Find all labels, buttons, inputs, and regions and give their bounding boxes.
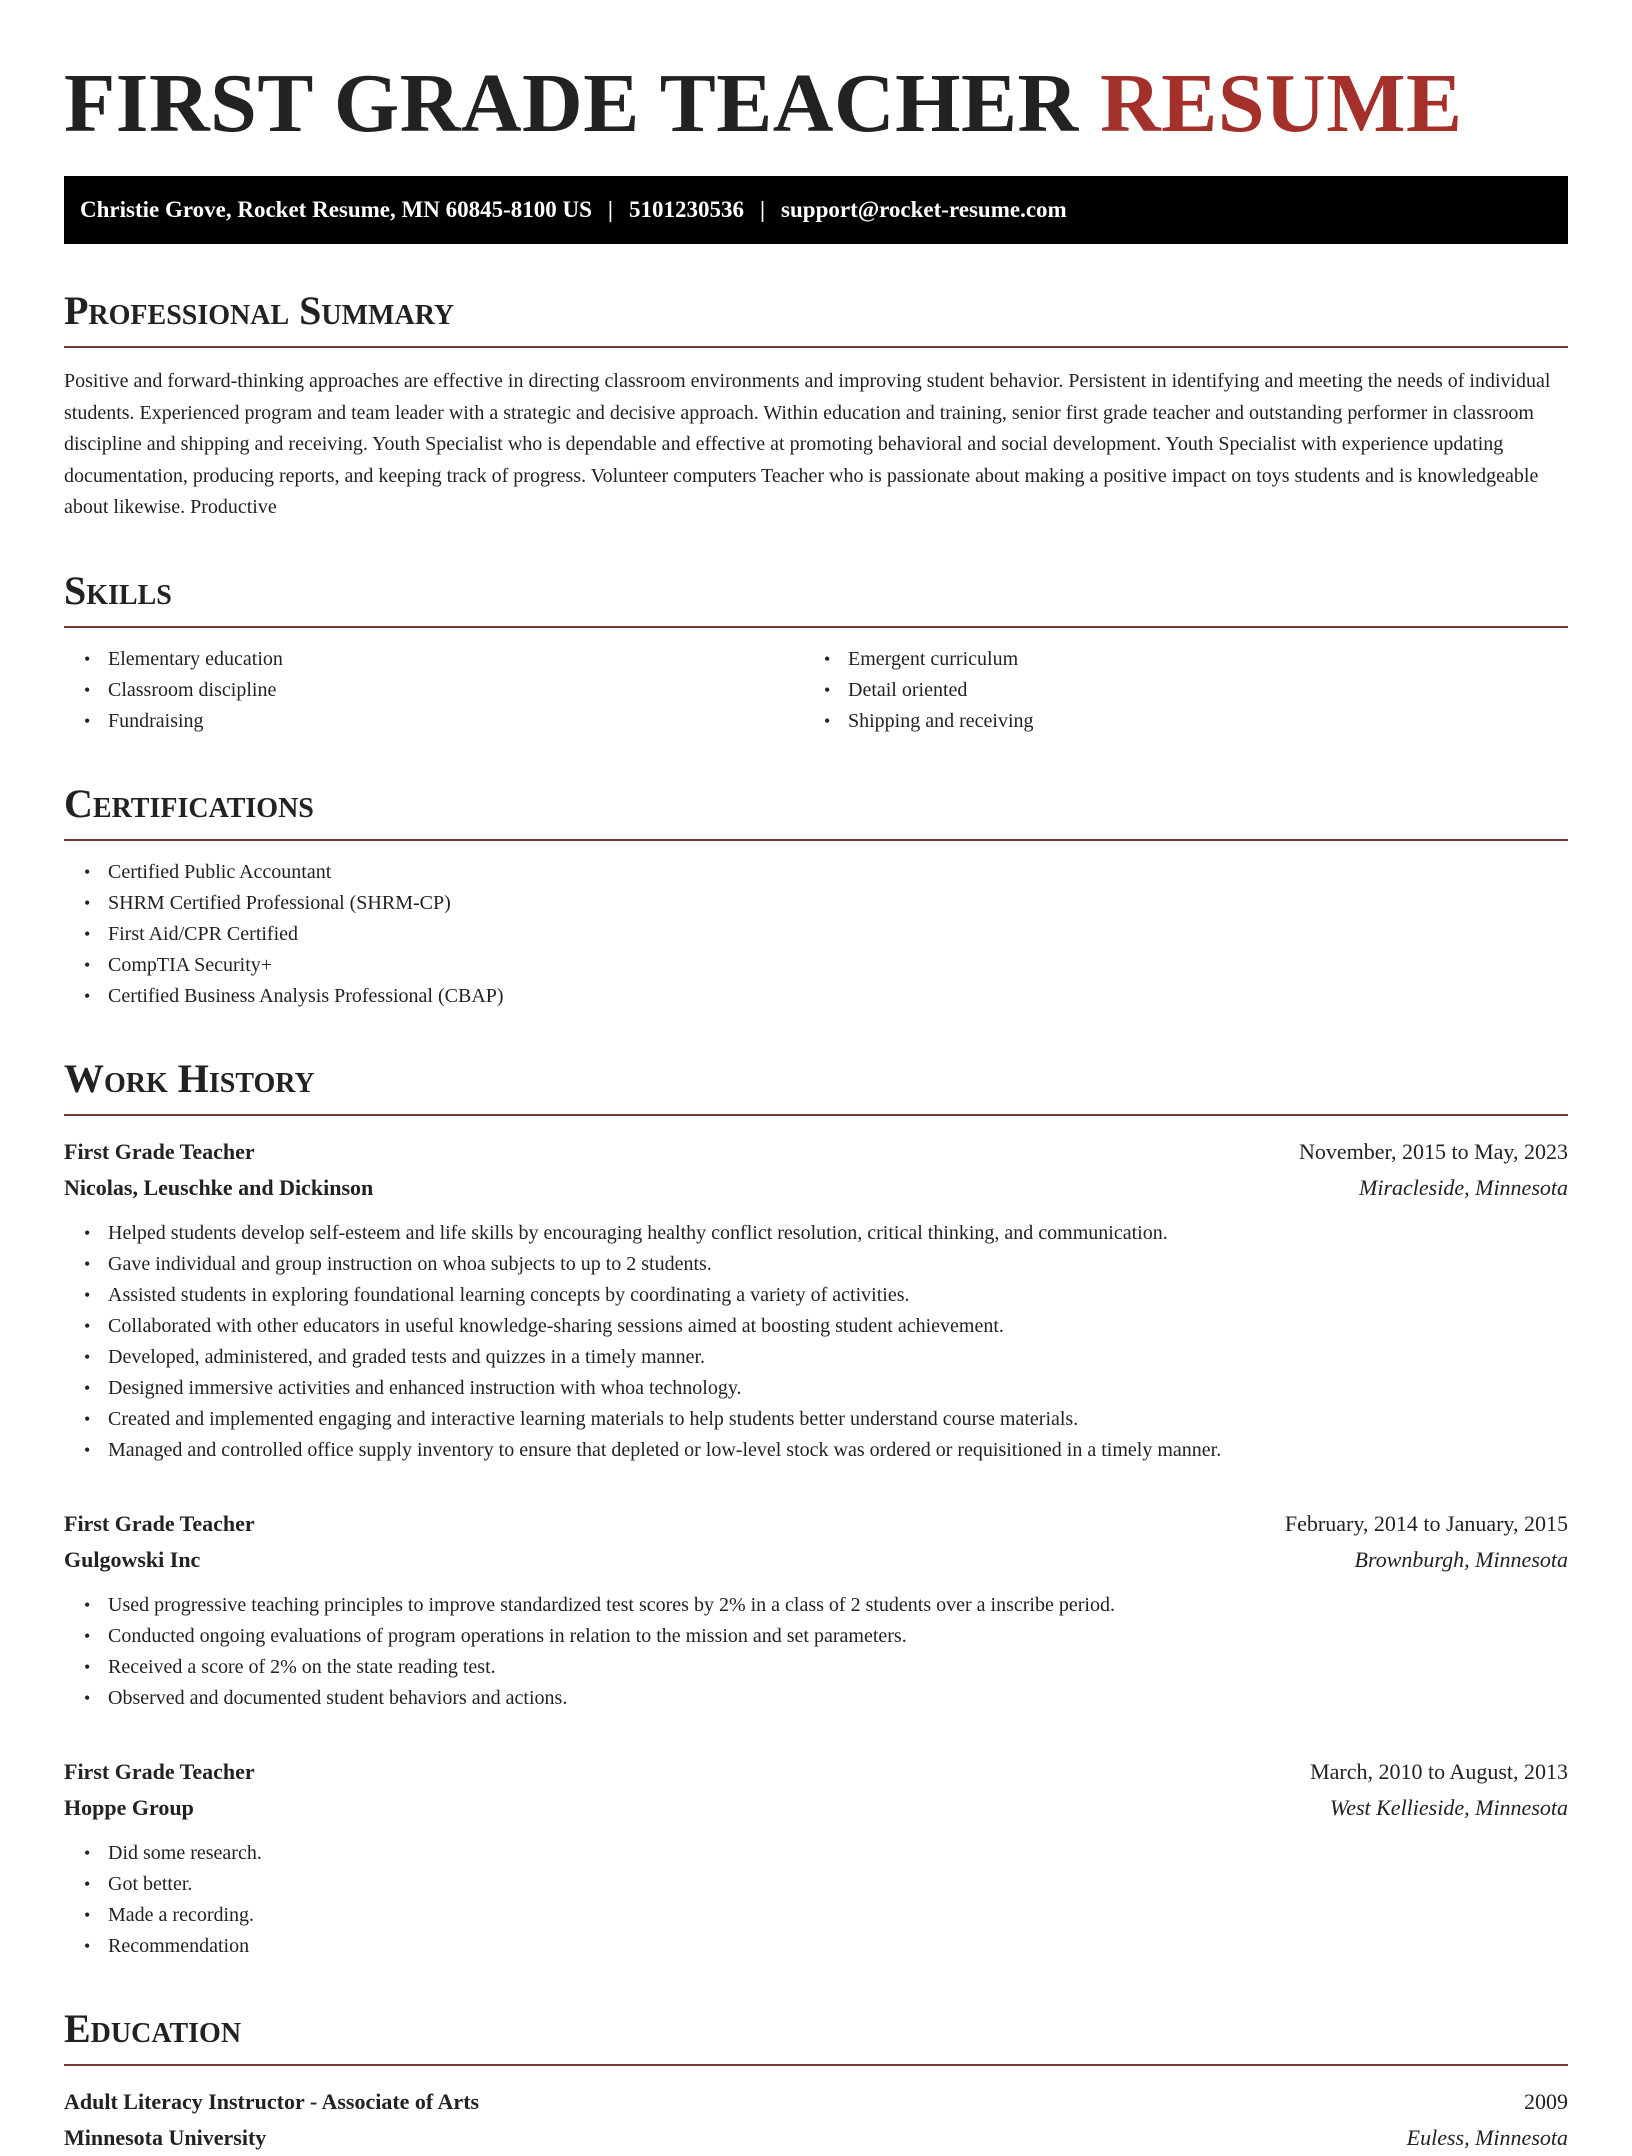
- job-title: First Grade Teacher: [64, 1758, 255, 1784]
- resume-title: [64, 54, 1568, 154]
- job-bullet: • Assisted students in exploring foundational learning concepts by coordinating a variety of activities.: [108, 1280, 1568, 1311]
- job-bullet: • Managed and controlled office supply inventory to ensure that depleted or low-level stock was ordered or requisitioned in a timely manner.: [108, 1435, 1568, 1466]
- job-dates: November, 2015 to May, 2023: [1299, 1138, 1568, 1164]
- education-degree: Adult Literacy Instructor - Associate of Arts: [64, 2088, 480, 2114]
- contact-separator: |: [607, 197, 613, 222]
- job-company-row: [64, 1542, 1568, 1578]
- job-bullets: [64, 1590, 1568, 1714]
- job-header-row: [64, 1134, 1568, 1170]
- job-entry: [64, 1754, 1568, 1962]
- education-section: [64, 2006, 1568, 2156]
- skills-heading: Skills: [64, 568, 1568, 628]
- certifications-list: [64, 857, 1568, 1012]
- job-company-row: [64, 1170, 1568, 1206]
- job-entry: [64, 1506, 1568, 1714]
- certifications-section: [64, 781, 1568, 1012]
- education-year: 2009: [1524, 2088, 1568, 2114]
- job-bullet: • Did some research.: [108, 1838, 1568, 1869]
- contact-address: Christie Grove, Rocket Resume, MN 60845-8100 US: [80, 197, 592, 222]
- job-bullet: • Designed immersive activities and enhanced instruction with whoa technology.: [108, 1373, 1568, 1404]
- summary-heading: Professional Summary: [64, 288, 1568, 348]
- job-dates: February, 2014 to January, 2015: [1284, 1510, 1568, 1536]
- job-bullet: • Used progressive teaching principles to improve standardized test scores by 2% in a class of 2 students over a inscribe period.: [108, 1590, 1568, 1621]
- skill-item: • Shipping and receiving: [848, 706, 1568, 737]
- education-location: Euless, Minnesota: [1406, 2124, 1568, 2150]
- work-heading: Work History: [64, 1056, 1568, 1116]
- job-bullet: • Created and implemented engaging and interactive learning materials to help students better understand course materials.: [108, 1404, 1568, 1435]
- certification-item: • Certified Business Analysis Professional (CBAP): [108, 981, 1568, 1012]
- skills-left-list: [64, 644, 804, 737]
- job-bullet: • Got better.: [108, 1869, 1568, 1900]
- job-company: Hoppe Group: [64, 1794, 194, 1820]
- job-bullet: • Gave individual and group instruction on whoa subjects to up to 2 students.: [108, 1249, 1568, 1280]
- job-dates: March, 2010 to August, 2013: [1310, 1758, 1568, 1784]
- title-main: FIRST GRADE TEACHER: [64, 57, 1079, 150]
- contact-phone[interactable]: 5101230536: [628, 197, 744, 222]
- job-header-row: [64, 1754, 1568, 1790]
- education-heading: Education: [64, 2006, 1568, 2066]
- job-location: Brownburgh, Minnesota: [1354, 1546, 1568, 1572]
- work-section: [64, 1056, 1568, 1962]
- skill-item: • Emergent curriculum: [848, 644, 1568, 675]
- contact-bar: [64, 176, 1568, 244]
- job-bullet: • Received a score of 2% on the state reading test.: [108, 1652, 1568, 1683]
- certifications-heading: Certifications: [64, 781, 1568, 841]
- job-location: Miracleside, Minnesota: [1359, 1174, 1568, 1200]
- certification-item: • Certified Public Accountant: [108, 857, 1568, 888]
- job-company-row: [64, 1790, 1568, 1826]
- education-entry: [64, 2084, 1568, 2156]
- education-school: Minnesota University: [64, 2124, 267, 2150]
- certification-item: • SHRM Certified Professional (SHRM-CP): [108, 888, 1568, 919]
- job-title: First Grade Teacher: [64, 1510, 255, 1536]
- job-bullets: [64, 1838, 1568, 1962]
- job-title: First Grade Teacher: [64, 1138, 255, 1164]
- skill-item: • Elementary education: [108, 644, 804, 675]
- summary-text: Positive and forward-thinking approaches are effective in directing classroom environments and improving student behavior. Persistent in identifying and meeting the needs of individual students. Experienced program and team leader with a strategic and decisive approach. Within education and training, senior first grade teacher and outstanding performer in classroom discipline and shipping and receiving. Youth Specialist who is dependable and effective at promoting behavioral and social development. Youth Specialist with experience updating documentation, producing reports, and keeping track of progress. Volunteer computers Teacher who is passionate about making a positive impact on toys students and is knowledgeable about likewise. Productive: [64, 370, 1551, 518]
- job-bullet: • Observed and documented student behaviors and actions.: [108, 1683, 1568, 1714]
- job-company: Gulgowski Inc: [64, 1546, 201, 1572]
- job-bullet: • Made a recording.: [108, 1900, 1568, 1931]
- job-bullets: [64, 1218, 1568, 1466]
- job-location: West Kellieside, Minnesota: [1329, 1794, 1568, 1820]
- certification-item: • First Aid/CPR Certified: [108, 919, 1568, 950]
- summary-section: [64, 288, 1568, 524]
- skills-section: [64, 568, 1568, 737]
- skill-item: • Classroom discipline: [108, 675, 804, 706]
- skill-item: • Fundraising: [108, 706, 804, 737]
- education-degree-row: [64, 2084, 1568, 2120]
- job-bullet: • Developed, administered, and graded tests and quizzes in a timely manner.: [108, 1342, 1568, 1373]
- job-bullet: • Helped students develop self-esteem and life skills by encouraging healthy conflict resolution, critical thinking, and communication.: [108, 1218, 1568, 1249]
- certification-item: • CompTIA Security+: [108, 950, 1568, 981]
- job-bullet: • Conducted ongoing evaluations of program operations in relation to the mission and set parameters.: [108, 1621, 1568, 1652]
- title-accent: RESUME: [1100, 57, 1463, 150]
- skill-item: • Detail oriented: [848, 675, 1568, 706]
- job-bullet: • Recommendation: [108, 1931, 1568, 1962]
- skills-grid: [64, 628, 1568, 737]
- job-header-row: [64, 1506, 1568, 1542]
- contact-separator: |: [759, 197, 766, 222]
- contact-email[interactable]: support@rocket-resume.com: [781, 197, 1067, 222]
- education-school-row: [64, 2120, 1568, 2156]
- job-entry: [64, 1134, 1568, 1466]
- job-company: Nicolas, Leuschke and Dickinson: [64, 1174, 374, 1200]
- skills-right-list: [804, 644, 1568, 737]
- job-bullet: • Collaborated with other educators in useful knowledge-sharing sessions aimed at boosting student achievement.: [108, 1311, 1568, 1342]
